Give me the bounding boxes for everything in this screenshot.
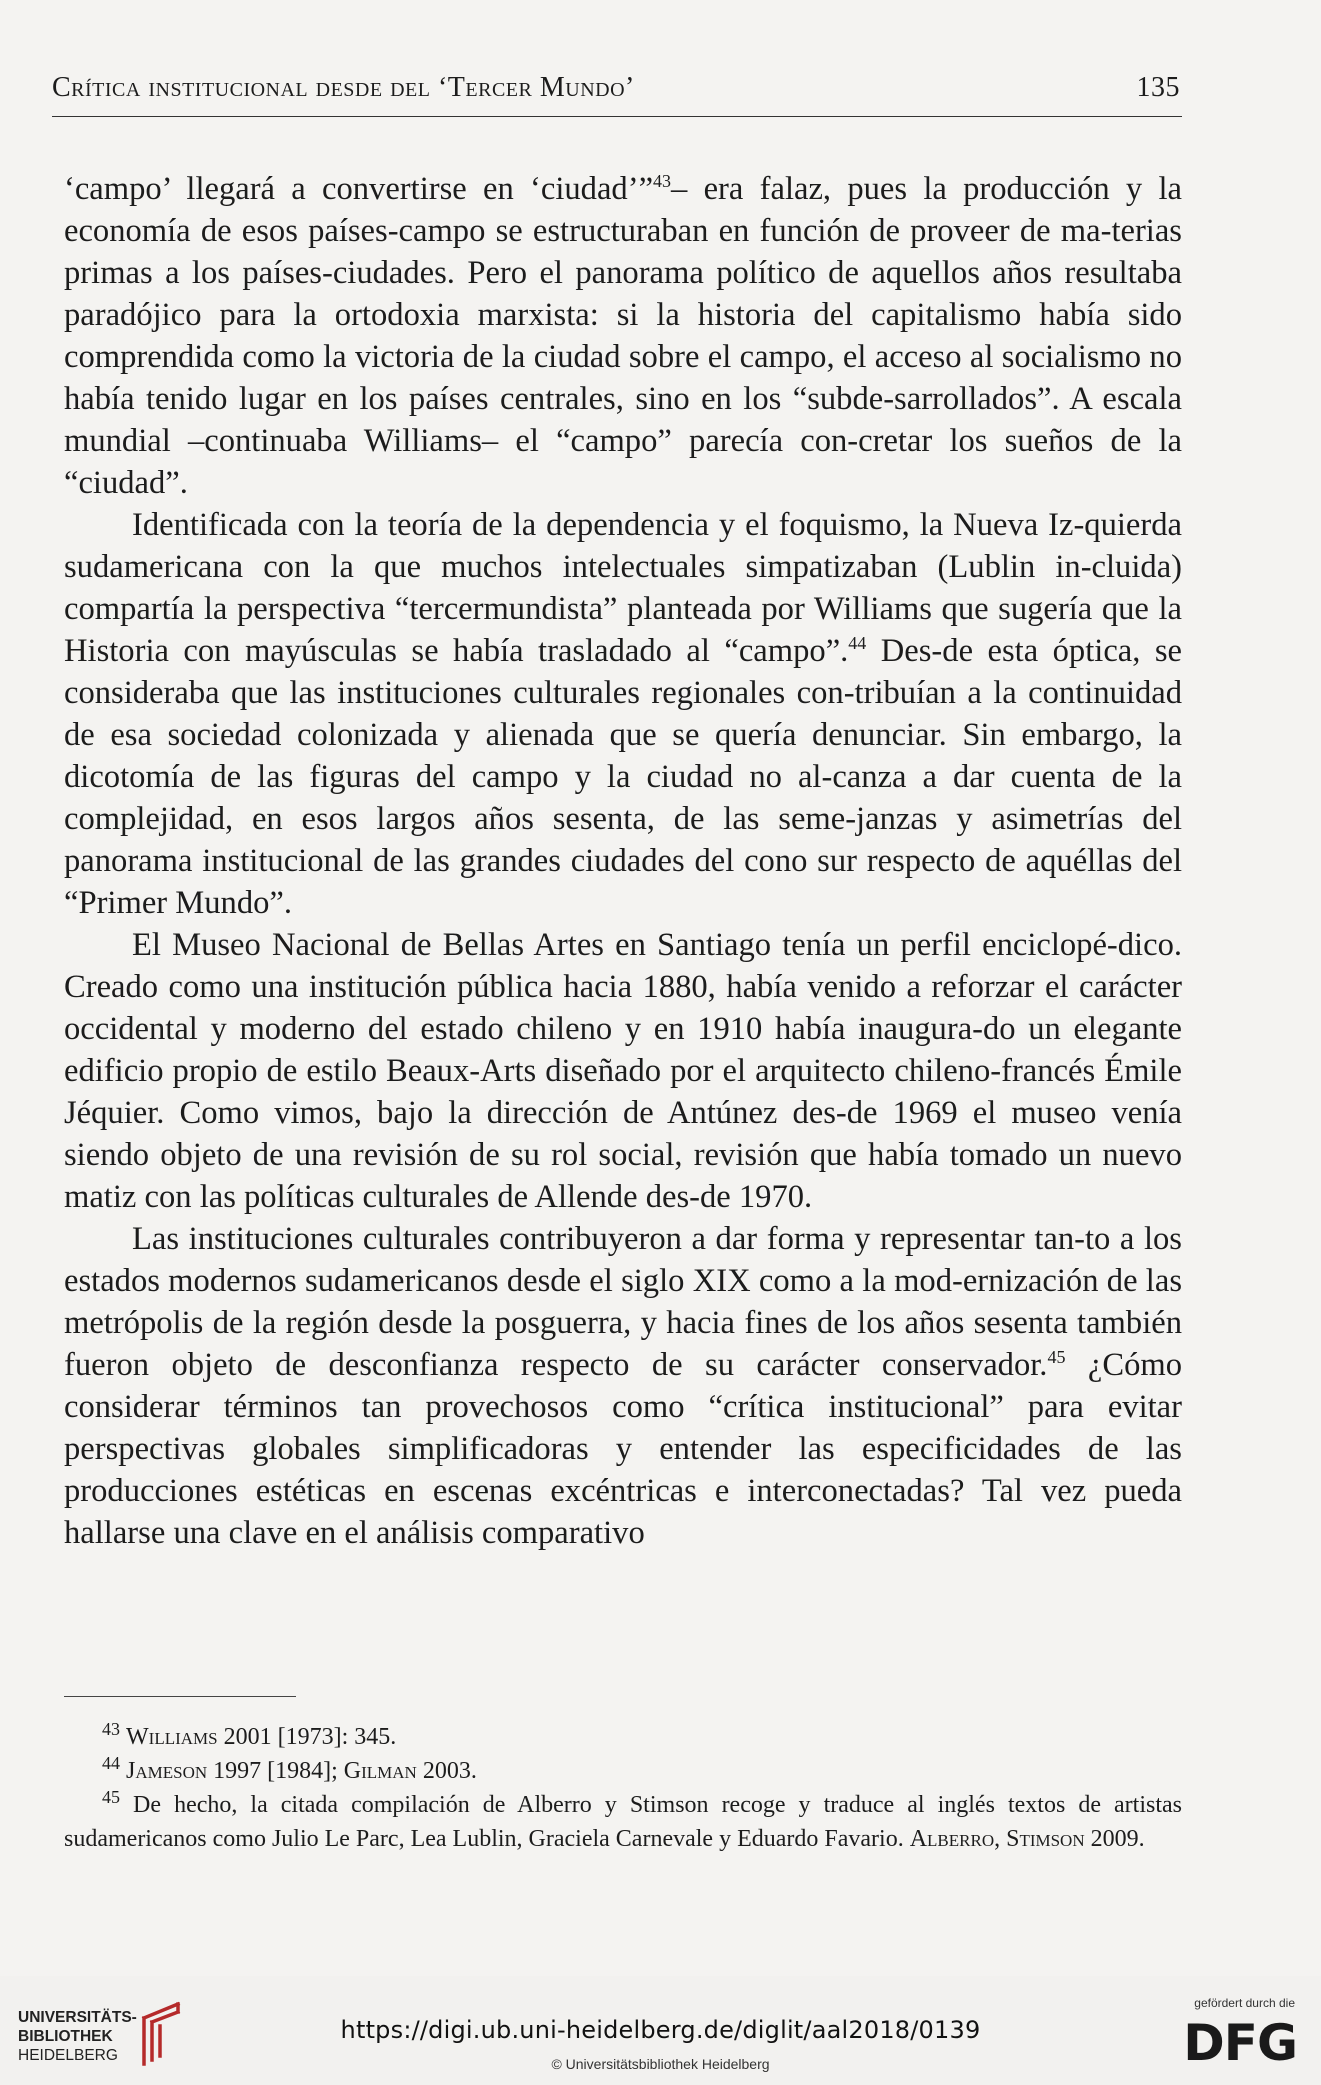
footnote-text-2: 2003. (416, 1758, 477, 1784)
footnotes (64, 1720, 1182, 1856)
footnote-ref-43[interactable]: 43 (653, 171, 672, 192)
library-logo-line-2: BIBLIOTHEK (18, 2028, 113, 2045)
footnote-text: 1997 [1984]; (207, 1758, 344, 1784)
body-text (64, 168, 1182, 1554)
funder-note: gefördert durch die (1194, 1996, 1295, 2010)
footnote-text: 2001 [1973]: 345. (217, 1724, 397, 1750)
footnote-43 (64, 1720, 1182, 1754)
footnote-author: Williams (126, 1724, 218, 1750)
paragraph-4 (64, 1218, 1182, 1554)
footnote-text: De hecho, la citada compilación de Alberro y Stimson recoge y traduce al inglés textos de artistas sudamericanos como Julio Le Parc, Lea Lublin, Graciela Carnevale y Eduardo Favario. (64, 1792, 1182, 1852)
footnote-author: Jameson (126, 1758, 208, 1784)
footnote-ref-45[interactable]: 45 (1047, 1347, 1066, 1368)
paragraph-1 (64, 168, 1182, 504)
footnote-number: 44 (102, 1753, 120, 1773)
paragraph-2-part-b: Des-de esta óptica, se consideraba que las instituciones culturales regionales con-tribuían a la continuidad de esa sociedad colonizada y alienada que se quería denunciar. Sin embargo, la dicotomía de las figuras del campo y la ciudad no al-canza a dar cuenta de la complejidad, en esos largos años sesenta, de las seme-janzas y asimetrías del panorama institucional de las grandes ciudades del cono sur respecto de aquéllas del “Primer Mundo”. (64, 633, 1182, 921)
paragraph-2-part-a: Identificada con la teoría de la dependencia y el foquismo, la Nueva Iz-quierda sudamericana con la que muchos intelectuales simpatizaban (Lublin in-cluida) compartía la perspectiva “tercermundista” planteada por Williams que sugería que la Historia con mayúsculas se había trasladado al “campo”. (64, 507, 1182, 669)
footnote-author-2: Gilman (343, 1758, 417, 1784)
funder-logo[interactable]: DFG (1183, 2014, 1297, 2072)
library-logo-line-1: UNIVERSITÄTS- (18, 2009, 137, 2026)
footnote-45 (64, 1788, 1182, 1856)
copyright-notice: © Universitätsbibliothek Heidelberg (551, 2056, 770, 2072)
footnote-cite-year: 2009. (1084, 1826, 1145, 1852)
footnote-number: 43 (102, 1719, 120, 1739)
header-rule (52, 116, 1182, 117)
paragraph-1-part-a: ‘campo’ llegará a convertirse en ‘ciudad’” (64, 171, 654, 207)
paragraph-3: El Museo Nacional de Bellas Artes en Santiago tenía un perfil enciclopé-dico. Creado como una institución pública hacia 1880, había venido a reforzar el carácter occidental y moderno del estado chileno y en 1910 había inaugura-do un elegante edificio propio de estilo Beaux-Arts diseñado por el arquitecto chileno-francés Émile Jéquier. Como vimos, bajo la dirección de Antúnez des-de 1969 el museo venía siendo objeto de una revisión de su rol social, revisión que había tomado un nuevo matiz con las políticas culturales de Allende des-de 1970. (64, 927, 1182, 1215)
footnote-rule (64, 1696, 296, 1697)
digitization-footer (0, 1976, 1321, 2085)
footnote-number: 45 (102, 1787, 120, 1807)
permalink-url[interactable]: https://digi.ub.uni-heidelberg.de/diglit/aal2018/0139 (340, 2016, 981, 2044)
footnote-cite: Alberro, Stimson (909, 1826, 1085, 1852)
footnote-ref-44[interactable]: 44 (848, 633, 867, 654)
paragraph-1-part-b: – era falaz, pues la producción y la economía de esos países-campo se estructuraban en función de proveer de ma-terias primas a los países-ciudades. Pero el panorama político de aquellos años resultaba paradójico para la ortodoxia marxista: si la historia del capitalismo había sido comprendida como la victoria de la ciudad sobre el campo, el acceso al socialismo no había tenido lugar en los países centrales, sino en los “subde-sarrollados”. A escala mundial –continuaba Williams– el “campo” parecía con-cretar los sueños de la “ciudad”. (64, 171, 1182, 501)
page-number: 135 (1136, 72, 1180, 103)
footnote-44 (64, 1754, 1182, 1788)
running-head (52, 72, 1180, 104)
running-title: Crítica institucional desde del ‘Tercer Mundo’ (52, 72, 635, 103)
paragraph-2 (64, 504, 1182, 924)
paragraph-4-part-b: ¿Cómo considerar términos tan provechosos como “crítica institucional” para evitar perspectivas globales simplificadoras y entender las especificidades de las producciones estéticas en escenas excéntricas e interconectadas? Tal vez pueda hallarse una clave en el análisis comparativo (64, 1347, 1182, 1551)
paragraph-4-part-a: Las instituciones culturales contribuyeron a dar forma y representar tan-to a los estados modernos sudamericanos desde el siglo XIX como a la mod-ernización de las metrópolis de la región desde la posguerra, y hacia fines de los años sesenta también fueron objeto de desconfianza respecto de su carácter conservador. (64, 1221, 1182, 1383)
library-logo-line-3: HEIDELBERG (18, 2047, 118, 2064)
